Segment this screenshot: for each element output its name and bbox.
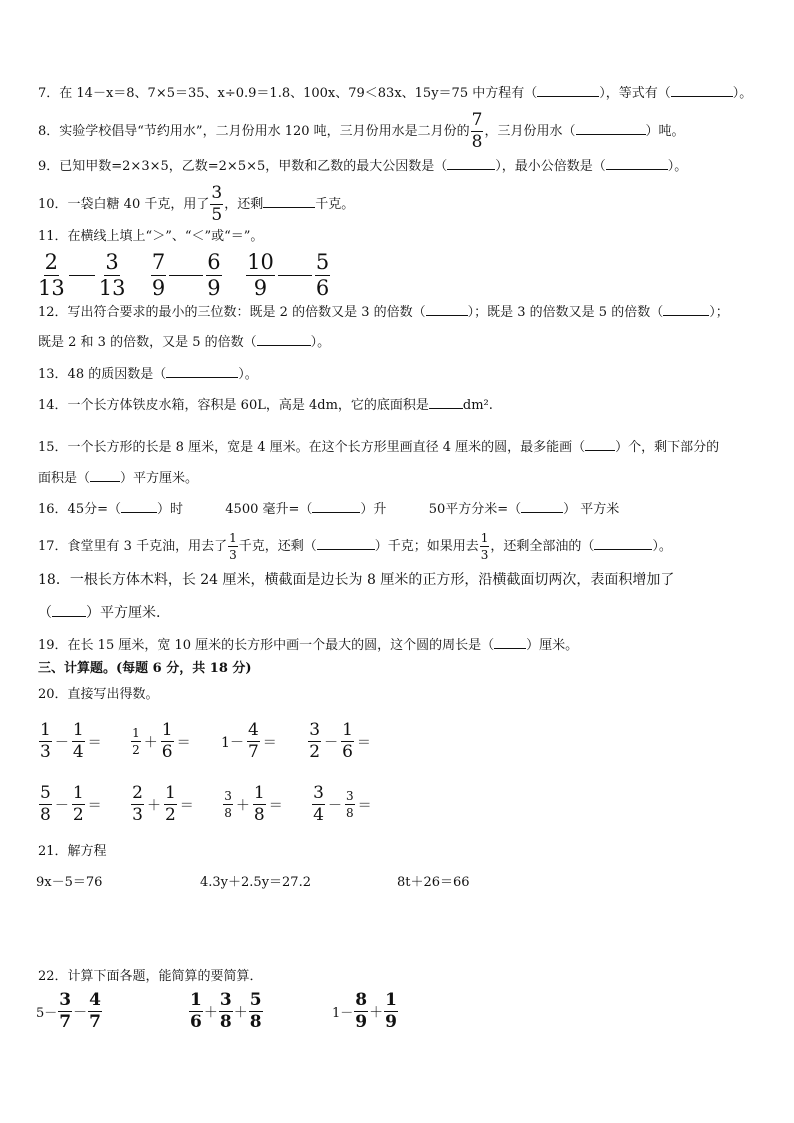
fraction [88, 992, 102, 1031]
fraction [58, 992, 72, 1031]
denominator: 7 [59, 1012, 72, 1032]
answer-blank[interactable] [426, 303, 468, 316]
operator: 1－ [332, 1006, 354, 1021]
operator: － [327, 797, 342, 814]
answer-blank[interactable] [576, 122, 646, 135]
denominator: 7 [247, 742, 259, 762]
denominator: 9 [355, 1012, 368, 1032]
operator: ＝ [356, 734, 371, 751]
denominator: 13 [38, 276, 65, 300]
question-19: 19．在长 15 厘米，宽 10 厘米的长方形中画一个最大的圆，这个圆的周长是（ ）厘米。 [38, 638, 579, 653]
numerator: 3 [219, 990, 232, 1010]
equation-2: 4.3y＋2.5y＝27.2 [200, 875, 311, 890]
operator: － [324, 734, 339, 751]
compare-blank[interactable] [169, 275, 203, 276]
simplify-expr-3 [332, 992, 399, 1031]
numerator: 1 [385, 990, 397, 1010]
operator: ＝ [176, 734, 191, 751]
fraction [249, 992, 263, 1031]
section-heading: 三、计算题。(每题 6 分，共 18 分) [38, 661, 252, 676]
operator: ＋ [146, 797, 161, 814]
numerator: 1 [253, 783, 265, 803]
question-11: 11．在横线上填上“＞”、“＜”或“＝”。 [38, 229, 264, 244]
fraction [471, 112, 484, 151]
fraction [246, 252, 275, 299]
denominator: 4 [72, 742, 84, 762]
denominator: 4 [313, 805, 324, 825]
numerator: 1 [229, 531, 237, 545]
fraction [161, 722, 174, 761]
oral-calc-item [219, 722, 279, 761]
answer-blank[interactable] [166, 365, 238, 378]
numerator: 1 [72, 783, 84, 803]
operator: ＋ [143, 734, 158, 751]
denominator: 6 [342, 742, 353, 762]
fraction [480, 532, 490, 561]
numerator: 1 [132, 726, 140, 740]
answer-blank[interactable] [594, 537, 652, 550]
fraction [131, 785, 144, 824]
comparison-1 [36, 252, 127, 299]
numerator: 7 [471, 110, 483, 130]
numerator: 1 [190, 990, 202, 1010]
fraction [39, 722, 52, 761]
denominator: 6 [161, 742, 173, 762]
denominator: 2 [309, 742, 321, 762]
oral-calc-item [38, 722, 104, 761]
numerator: 3 [224, 789, 232, 803]
denominator: 5 [211, 205, 223, 225]
denominator: 8 [345, 806, 354, 820]
question-8: 8．实验学校倡导“节约用水”，二月份用水 120 吨，三月份用水是二月份的 $\frac{7}{8}$ ，三月份用水（ ）吨。 [38, 110, 685, 152]
fraction [315, 252, 330, 299]
answer-blank[interactable] [671, 84, 733, 97]
fraction [341, 722, 354, 761]
denominator: 2 [132, 743, 140, 757]
denominator: 13 [98, 276, 126, 300]
question-13: 13．48 的质因数是（ ）。 [38, 367, 258, 382]
numerator: 3 [345, 789, 354, 803]
answer-blank[interactable] [121, 500, 157, 513]
operator: ＝ [87, 734, 102, 751]
simplify-expr-2 [188, 992, 264, 1031]
operator: ＝ [179, 797, 194, 814]
q11-comparisons [36, 252, 331, 299]
denominator: 9 [253, 276, 268, 300]
numerator: 3 [309, 720, 321, 740]
fraction [247, 722, 260, 761]
answer-blank[interactable] [263, 195, 315, 208]
fraction [312, 785, 325, 824]
fraction [219, 992, 233, 1031]
answer-blank[interactable] [537, 84, 599, 97]
operator: － [54, 734, 69, 751]
oral-calc-item [38, 785, 104, 824]
fraction [37, 252, 66, 299]
denominator: 2 [72, 805, 84, 825]
fraction [223, 790, 233, 819]
question-20: 20．直接写出得数。 [38, 687, 159, 702]
denominator: 9 [151, 276, 166, 300]
question-18-line-2: （ ）平方厘米. [38, 605, 161, 621]
answer-blank[interactable] [494, 636, 526, 649]
numerator: 2 [132, 783, 143, 803]
fraction [72, 722, 85, 761]
oral-calc-item [311, 785, 373, 824]
answer-blank[interactable] [257, 333, 311, 346]
numerator: 1 [164, 783, 176, 803]
answer-blank[interactable] [312, 500, 360, 513]
answer-blank[interactable] [429, 396, 463, 409]
question-12-line-1: 12．写出符合要求的最小的三位数：既是 2 的倍数又是 3 的倍数（ ）；既是 3 的倍数又是 5 的倍数（ ）； [38, 305, 729, 320]
denominator: 8 [224, 806, 232, 820]
fraction [345, 790, 355, 819]
oral-calc-item [222, 785, 284, 824]
comparison-2 [150, 252, 223, 299]
compare-blank[interactable] [69, 275, 95, 276]
operator: ＋ [235, 797, 250, 814]
fraction [189, 992, 203, 1031]
question-10: 10．一袋白糖 40 千克，用了 $\frac{3}{5}$ ，还剩 千克。 [38, 183, 355, 225]
numerator: 7 [151, 250, 166, 274]
answer-blank[interactable] [52, 604, 86, 617]
operator: － [73, 1004, 88, 1021]
numerator: 1 [161, 720, 173, 740]
numerator: 1 [342, 720, 353, 740]
question-16: 16．45分=（ ）时 4500 毫升=（ ）升 50平方分米=（ ） 平方米 [38, 502, 620, 517]
fraction [253, 785, 266, 824]
denominator: 8 [219, 1012, 232, 1032]
question-7: 7．在 14－x＝8、7×5＝35、x÷0.9＝1.8、100x、79＜83x、15y＝75 中方程有（ ），等式有（ ）。 [38, 86, 753, 101]
numerator: 6 [207, 250, 221, 274]
oral-calc-item [307, 722, 373, 761]
operator: ＝ [357, 797, 372, 814]
comparison-3 [245, 252, 331, 299]
numerator: 1 [72, 720, 84, 740]
question-18-line-1: 18．一根长方体木料，长 24 厘米，横截面是边长为 8 厘米的正方形，沿横截面切两次，表面积增加了 [38, 572, 675, 588]
fraction [228, 532, 238, 561]
q20-row-2 [38, 785, 374, 824]
question-14: 14．一个长方体铁皮水箱，容积是 60L，高是 4dm，它的底面积是 dm². [38, 398, 493, 413]
answer-blank[interactable] [317, 537, 375, 550]
denominator: 3 [40, 742, 51, 762]
numerator: 3 [313, 783, 324, 803]
numerator: 4 [247, 720, 259, 740]
denominator: 6 [315, 276, 330, 300]
numerator: 1 [480, 531, 489, 545]
denominator: 8 [40, 805, 51, 825]
question-12-line-2: 既是 2 和 3 的倍数，又是 5 的倍数（ ）。 [38, 335, 331, 350]
operator: ＝ [262, 734, 277, 751]
operator: ＝ [87, 797, 102, 814]
fraction [384, 992, 398, 1031]
question-9: 9．已知甲数=2×3×5，乙数=2×5×5，甲数和乙数的最大公因数是（ ），最小公倍数是（ ）。 [38, 159, 688, 174]
fraction [308, 722, 321, 761]
numerator: 1 [40, 720, 51, 740]
answer-blank[interactable] [606, 157, 668, 170]
fraction [39, 785, 52, 824]
numerator: 3 [59, 990, 72, 1010]
question-22: 22．计算下面各题，能简算的要简算． [38, 969, 263, 984]
question-21: 21．解方程 [38, 844, 107, 859]
denominator: 9 [385, 1012, 397, 1032]
numerator: 10 [247, 250, 274, 274]
operator: － [54, 797, 69, 814]
denominator: 8 [253, 805, 265, 825]
oral-calc-item [130, 722, 192, 761]
question-15-line-2: 面积是（ ）平方厘米。 [38, 471, 199, 486]
simplify-expr-1 [36, 992, 103, 1031]
fraction [206, 252, 221, 299]
denominator: 8 [471, 132, 483, 152]
numerator: 8 [355, 990, 368, 1010]
operator: ＋ [233, 1004, 248, 1021]
answer-blank[interactable] [663, 303, 709, 316]
numerator: 5 [249, 990, 262, 1010]
fraction [131, 727, 141, 756]
denominator: 8 [249, 1012, 262, 1032]
fraction [164, 785, 177, 824]
fraction [98, 252, 127, 299]
numerator: 2 [44, 250, 59, 274]
equation-3: 8t＋26＝66 [397, 875, 470, 890]
operator: ＋ [203, 1004, 218, 1021]
denominator: 3 [132, 805, 143, 825]
answer-blank[interactable] [90, 469, 120, 482]
denominator: 3 [229, 548, 237, 562]
fraction [151, 252, 166, 299]
equation-1: 9x－5＝76 [36, 875, 103, 890]
operator: 1－ [221, 734, 244, 751]
denominator: 2 [164, 805, 176, 825]
operator: ＝ [268, 797, 283, 814]
answer-blank[interactable] [447, 157, 495, 170]
denominator: 7 [89, 1012, 101, 1032]
denominator: 3 [480, 548, 489, 562]
fraction [354, 992, 368, 1031]
q20-row-1 [38, 722, 373, 761]
question-15-line-1: 15．一个长方形的长是 8 厘米，宽是 4 厘米。在这个长方形里画直径 4 厘米的圆，最多能画（ ）个，剩下部分的 [38, 440, 720, 455]
denominator: 9 [207, 276, 221, 300]
numerator: 4 [89, 990, 101, 1010]
operator: 5－ [36, 1006, 58, 1021]
fraction [210, 185, 223, 224]
fraction [72, 785, 85, 824]
denominator: 6 [190, 1012, 202, 1032]
answer-blank[interactable] [585, 438, 615, 451]
numerator: 3 [211, 183, 223, 203]
numerator: 3 [105, 250, 119, 274]
answer-blank[interactable] [521, 500, 563, 513]
numerator: 5 [315, 250, 330, 274]
oral-calc-item [130, 785, 196, 824]
compare-blank[interactable] [278, 275, 312, 276]
operator: ＋ [369, 1004, 384, 1021]
question-17: 17．食堂里有 3 千克油，用去了 $\frac{1}{3}$ 千克，还剩（ ）千克；如果用去 $\frac{1}{3}$ ，还剩全部油的（ ）。 [38, 531, 672, 562]
numerator: 5 [40, 783, 51, 803]
